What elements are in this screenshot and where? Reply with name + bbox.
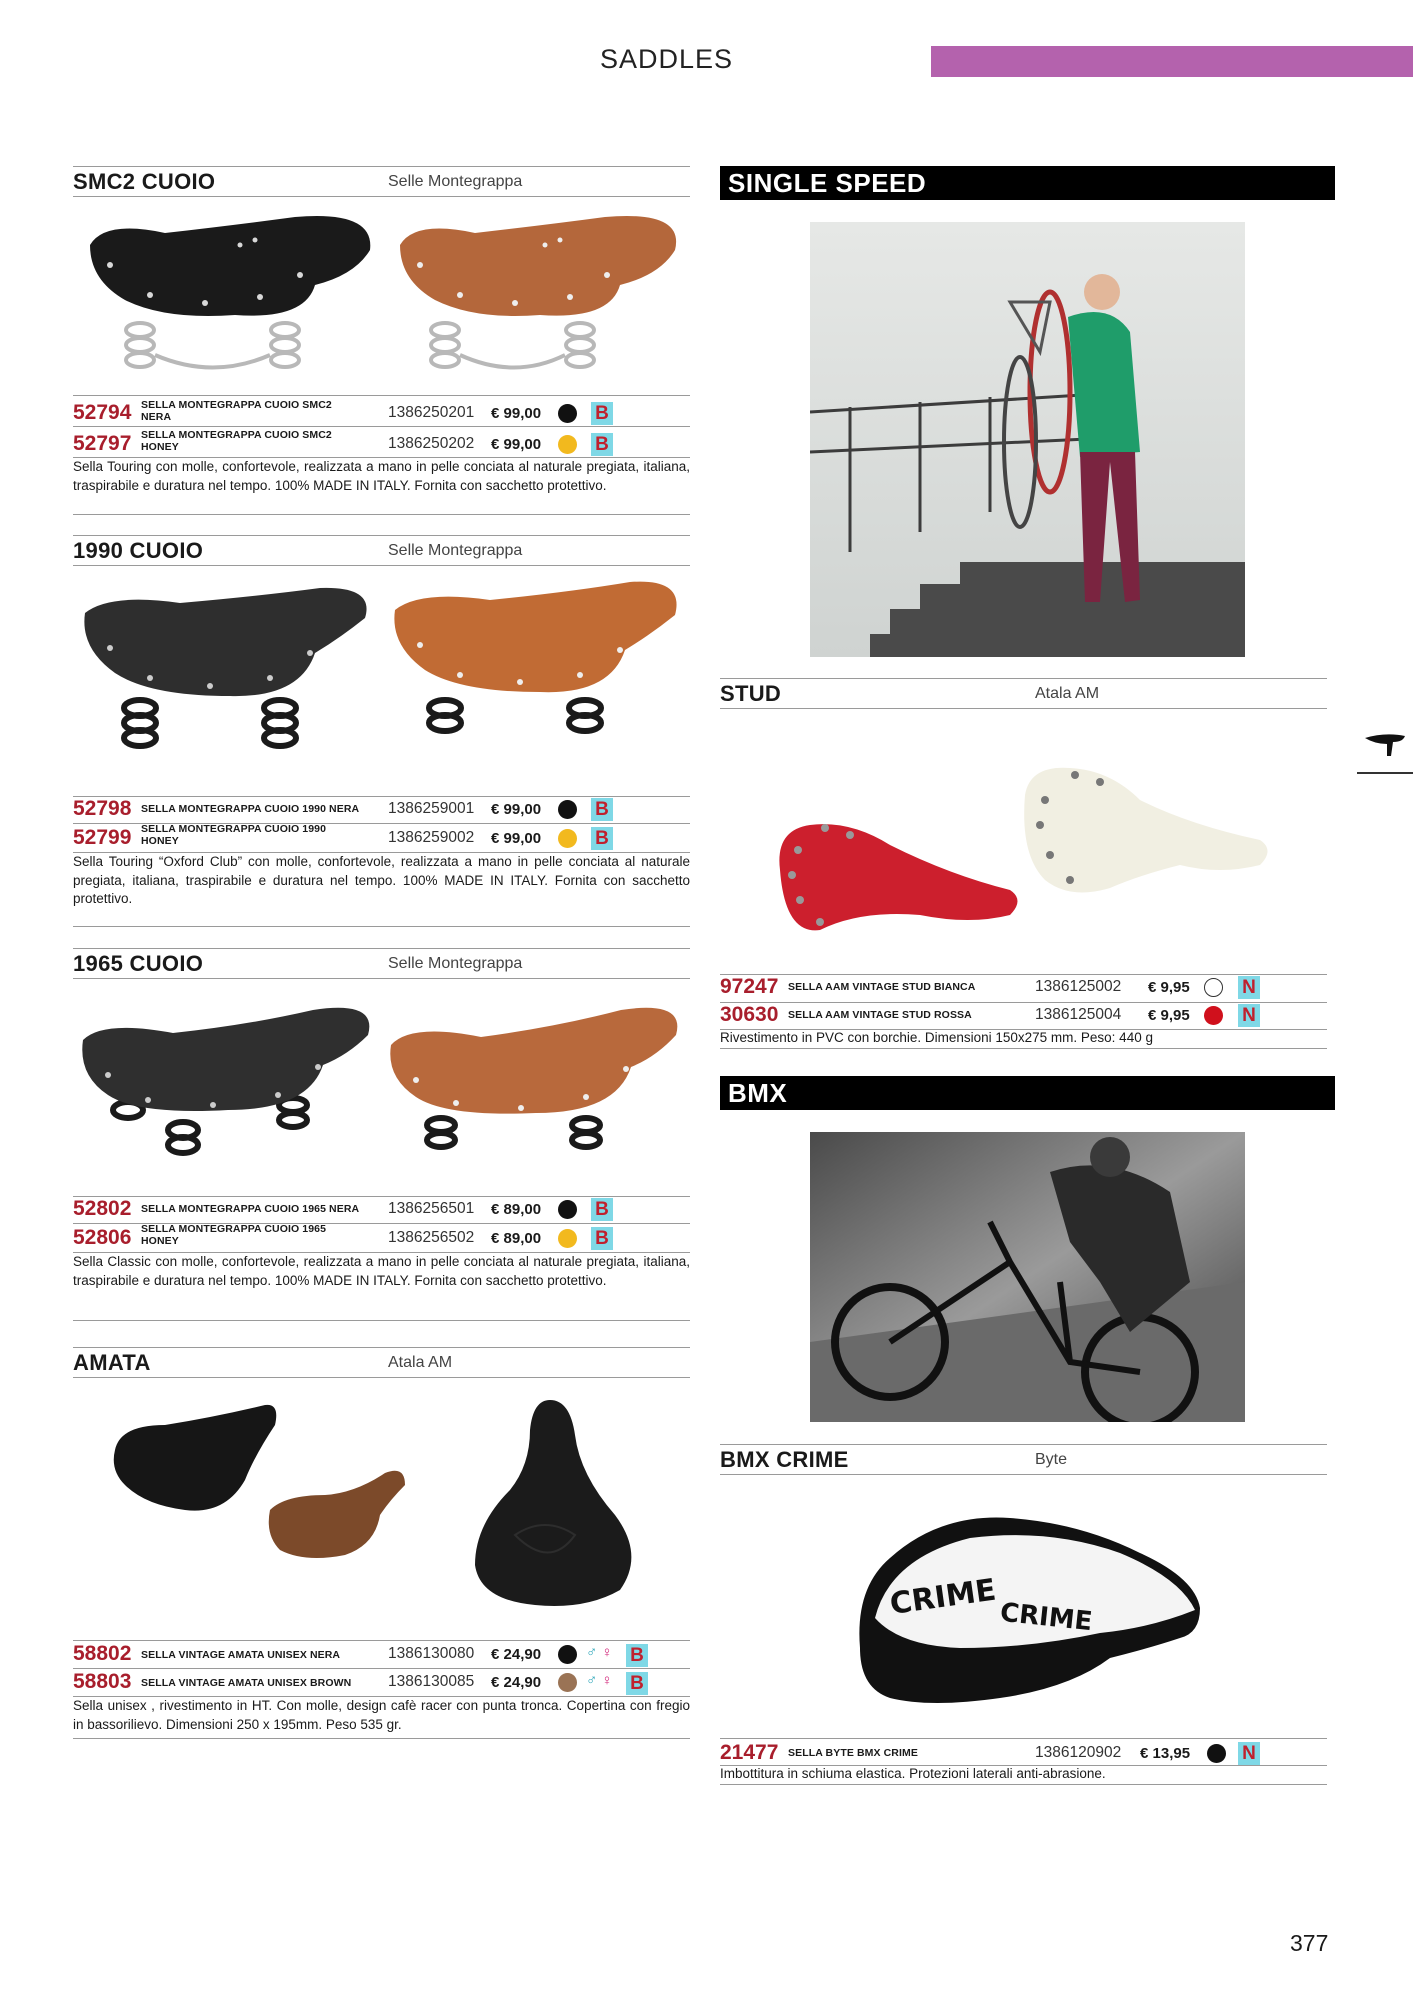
product-image-1990	[80, 578, 685, 778]
product-ean: 1386259002	[388, 829, 475, 846]
product-image-bmx-crime	[850, 1498, 1210, 1738]
product-image-amata	[105, 1395, 665, 1620]
product-name: SELLA MONTEGRAPPA CUOIO 1990 HONEY	[141, 823, 327, 847]
saddle-brown	[269, 1471, 405, 1558]
product-code: 52806	[73, 1226, 132, 1249]
brand-label: Atala AM	[388, 1354, 453, 1371]
product-ean: 1386125002	[1035, 978, 1122, 995]
row-rule	[73, 1668, 690, 1669]
badge: B	[626, 1644, 648, 1667]
section-rule	[720, 1048, 1327, 1049]
product-description: Sella unisex , rivestimento in HT. Con molle, design cafè racer con punta tronca. Copertina con fregio in bassorilievo. Dimensioni 250 x 195mm. Peso 535 gr.	[73, 1698, 690, 1732]
color-swatch-honey	[558, 435, 577, 454]
section-rule	[73, 1320, 690, 1321]
badge: B	[591, 827, 613, 850]
saddle-honey	[394, 582, 676, 731]
product-description: Sella Classic con molle, confortevole, realizzata a mano in pelle conciata al naturale pregiata, italiana, traspirabile e duratura nel tempo. 100% MADE IN ITALY. Fornita con sacchetto protettivo.	[73, 1254, 690, 1288]
product-ean: 1386259001	[388, 800, 475, 817]
female-icon: ♀	[601, 1672, 613, 1689]
product-ean: 1386250202	[388, 435, 475, 452]
section-rule	[73, 1377, 690, 1378]
section-rule	[73, 565, 690, 566]
category-bar: BMX	[720, 1076, 1335, 1110]
product-name: SELLA MONTEGRAPPA CUOIO SMC2 HONEY	[141, 429, 332, 453]
product-name: SELLA MONTEGRAPPA CUOIO 1990 NERA	[141, 803, 360, 815]
color-swatch-black	[558, 1645, 577, 1664]
product-name: SELLA BYTE BMX CRIME	[788, 1747, 918, 1759]
color-swatch-black	[1207, 1744, 1226, 1763]
product-price: € 9,95	[1148, 1007, 1190, 1024]
brand-label: Selle Montegrappa	[388, 173, 523, 190]
brand-label: Atala AM	[1035, 685, 1100, 702]
badge: N	[1238, 976, 1260, 999]
section-rule	[73, 514, 690, 515]
product-code: 52798	[73, 797, 132, 820]
product-name: SELLA VINTAGE AMATA UNISEX NERA	[141, 1649, 341, 1661]
product-ean: 1386120902	[1035, 1744, 1122, 1761]
saddle-black-top	[475, 1400, 631, 1606]
section-title: 1965 CUOIO	[73, 951, 204, 976]
color-swatch-white	[1204, 978, 1223, 997]
product-price: € 99,00	[491, 801, 542, 818]
brand-label: Selle Montegrappa	[388, 542, 523, 559]
product-code: 52799	[73, 826, 132, 849]
row-rule	[73, 426, 690, 427]
section-title: 1990 CUOIO	[73, 538, 204, 563]
product-price: € 99,00	[491, 436, 542, 453]
product-description: Sella Touring “Oxford Club” con molle, confortevole, realizzata a mano in pelle conciata al naturale pregiata, italiana, traspirabile e duratura nel tempo. 100% MADE IN ITALY. Fornita con sacchetto protettivo.	[73, 854, 690, 906]
page-number: 377	[1290, 1930, 1329, 1956]
product-ean: 1386125004	[1035, 1006, 1122, 1023]
product-ean: 1386130080	[388, 1645, 475, 1662]
gender-icons	[586, 1644, 613, 1661]
badge: N	[1238, 1742, 1260, 1765]
color-swatch-brown	[558, 1673, 577, 1692]
product-price: € 89,00	[491, 1201, 542, 1218]
saddle-black	[84, 588, 366, 746]
section-rule	[720, 1784, 1327, 1785]
color-swatch-red	[1204, 1006, 1223, 1025]
color-swatch-honey	[558, 829, 577, 848]
product-price: € 24,90	[491, 1674, 542, 1691]
color-swatch-black	[558, 1200, 577, 1219]
photo-single-speed	[810, 222, 1245, 657]
product-code: 21477	[720, 1741, 779, 1764]
product-image-smc2	[85, 205, 685, 395]
product-code: 52802	[73, 1197, 132, 1220]
section-rule	[73, 1347, 690, 1348]
brand-label: Byte	[1035, 1451, 1068, 1468]
section-rule	[73, 166, 690, 167]
section-title: SMC2 CUOIO	[73, 169, 216, 194]
section-rule	[73, 978, 690, 979]
product-code: 52797	[73, 432, 132, 455]
product-image-stud	[770, 760, 1280, 940]
product-ean: 1386250201	[388, 404, 475, 421]
female-icon: ♀	[601, 1644, 613, 1661]
product-code: 58803	[73, 1670, 132, 1693]
product-code: 58802	[73, 1642, 132, 1665]
badge: B	[591, 433, 613, 456]
badge: B	[591, 1227, 613, 1250]
saddle-black	[82, 1008, 369, 1153]
product-code: 30630	[720, 1003, 779, 1026]
product-code: 52794	[73, 401, 132, 424]
product-price: € 13,95	[1140, 1745, 1191, 1762]
saddle-honey	[400, 216, 676, 368]
product-name: SELLA MONTEGRAPPA CUOIO 1965 NERA	[141, 1203, 360, 1215]
gender-icons	[586, 1672, 613, 1689]
color-swatch-honey	[558, 1229, 577, 1248]
product-code: 97247	[720, 975, 779, 998]
saddle-red	[779, 824, 1017, 930]
product-price: € 99,00	[491, 405, 542, 422]
product-price: € 24,90	[491, 1646, 542, 1663]
product-description: Imbottitura in schiuma elastica. Protezioni laterali anti-abrasione.	[720, 1766, 1106, 1781]
saddle-print-text: CRIME	[887, 1572, 999, 1623]
product-name: SELLA AAM VINTAGE STUD ROSSA	[788, 1009, 972, 1021]
badge: B	[591, 798, 613, 821]
section-rule	[720, 708, 1327, 709]
color-swatch-black	[558, 404, 577, 423]
male-icon: ♂	[586, 1644, 598, 1661]
saddle-tab-icon	[1357, 722, 1413, 774]
section-rule	[720, 678, 1327, 679]
section-title: AMATA	[73, 1350, 151, 1375]
color-swatch-black	[558, 800, 577, 819]
row-rule	[73, 395, 690, 396]
product-description: Rivestimento in PVC con borchie. Dimensioni 150x275 mm. Peso: 440 g	[720, 1030, 1153, 1045]
product-name: SELLA AAM VINTAGE STUD BIANCA	[788, 981, 976, 993]
page-title: SADDLES	[600, 44, 734, 74]
product-price: € 9,95	[1148, 979, 1190, 996]
product-name: SELLA MONTEGRAPPA CUOIO 1965 HONEY	[141, 1223, 327, 1247]
photo-bmx	[810, 1132, 1245, 1422]
product-image-1965	[78, 995, 688, 1175]
product-ean: 1386256502	[388, 1229, 475, 1246]
product-description: Sella Touring con molle, confortevole, realizzata a mano in pelle conciata al naturale pregiata, italiana, traspirabile e duratura nel tempo. 100% MADE IN ITALY. Fornita con sacchetto protettivo.	[73, 459, 690, 493]
section-rule	[73, 196, 690, 197]
section-rule	[73, 948, 690, 949]
product-name: SELLA VINTAGE AMATA UNISEX BROWN	[141, 1677, 352, 1689]
section-rule	[73, 535, 690, 536]
male-icon: ♂	[586, 1672, 598, 1689]
row-rule	[720, 974, 1327, 975]
saddle-black	[90, 216, 370, 368]
category-bar: SINGLE SPEED	[720, 166, 1335, 200]
row-rule	[720, 1002, 1327, 1003]
saddle-print-text: CRIME	[998, 1597, 1094, 1638]
row-rule	[73, 796, 690, 797]
product-price: € 89,00	[491, 1230, 542, 1247]
header-accent-bar	[931, 46, 1413, 77]
badge: B	[591, 402, 613, 425]
product-ean: 1386256501	[388, 1200, 475, 1217]
badge: B	[591, 1198, 613, 1221]
section-title: STUD	[720, 681, 782, 706]
product-ean: 1386130085	[388, 1673, 475, 1690]
row-rule	[73, 1640, 690, 1641]
brand-label: Selle Montegrappa	[388, 955, 523, 972]
saddle-white	[1024, 768, 1267, 893]
row-rule	[73, 1196, 690, 1197]
product-price: € 99,00	[491, 830, 542, 847]
product-name: SELLA MONTEGRAPPA CUOIO SMC2 NERA	[141, 399, 332, 423]
section-rule	[73, 1738, 690, 1739]
section-rule	[73, 926, 690, 927]
saddle-honey	[390, 1008, 677, 1147]
section-rule	[720, 1444, 1327, 1445]
section-rule	[720, 1474, 1327, 1475]
saddle-black	[114, 1405, 277, 1511]
badge: N	[1238, 1004, 1260, 1027]
badge: B	[626, 1672, 648, 1695]
section-title: BMX CRIME	[720, 1447, 849, 1472]
row-rule	[720, 1738, 1327, 1739]
